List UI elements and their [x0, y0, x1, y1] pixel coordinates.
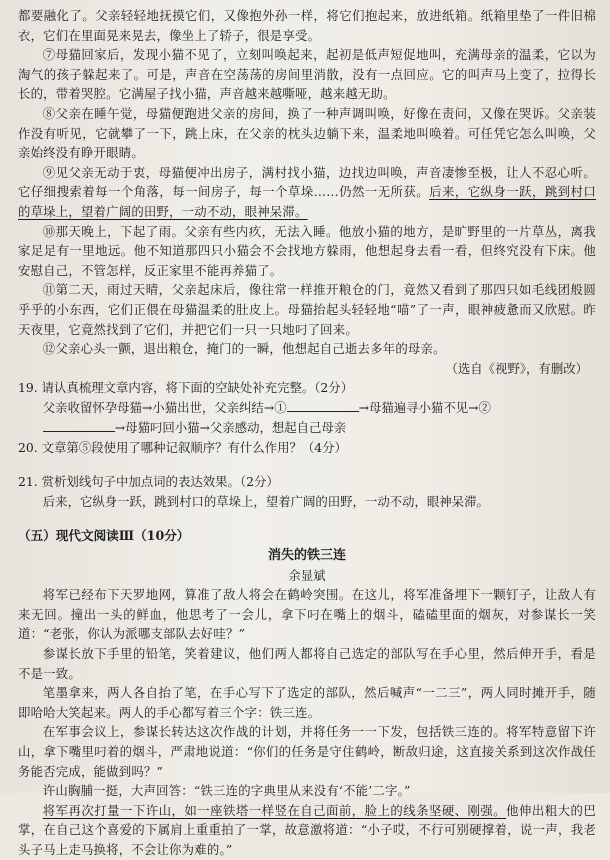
- story-title: 消失的铁三连: [267, 548, 346, 564]
- question-19-line-1: [18, 398, 596, 418]
- story2-paragraph-4: 在军事会议上，参谋长转达这次作战的计划，并将任务一一下发，包括铁三连的。将军特意留下许山，拿下嘴里叼着的烟斗，严肃地说道：“你们的任务是守住鹤岭，断敌归途，这直接关系到这次作战任务能否完成，能做到吗？”: [18, 724, 596, 779]
- story2-paragraph-2: 参谋长放下手里的铅笔，笑着建议，他们两人都将自己选定的部队写在手心里，然后伸开手，看是不是一致。: [18, 646, 596, 681]
- question-19-line-2: [18, 418, 596, 438]
- source-note: （选自《视野》，有删改）: [445, 360, 588, 376]
- story-paragraph-11: ⑪第二天，雨过天晴，父亲起床后，像往常一样推开粮仓的门，竟然又看到了那四只如毛线团般圆乎乎的小东西，它们正偎在母猫温柔的肚皮上。母猫抬起头轻轻地“喵”了一声，眼神疲惫而又欣慰。昨天夜里，它竟然找到了它们，并把它们一只一只地叼了回来。: [18, 282, 596, 337]
- paragraph-9-text: ⑨见父亲无动于衷，母猫便冲出房子，满村找小猫，边找边叫唤，声音凄惨至极，让人不忍心听。它仔细搜索着每一个角落，每一间房子，每一个草垛……仍然一无所获。: [18, 164, 596, 200]
- story-paragraph-7: ⑦母猫回家后，发现小猫不见了，立刻叫唤起来，起初是低声短促地叫，充满母亲的温柔，它以为淘气的孩子躲起来了。可是，声音在空荡荡的房间里消散，没有一点回应。它的叫声马上变了，拉得长长的，带着哭腔。它满屋子找小猫，声音越来越嘶哑，越来越无助。: [18, 47, 596, 102]
- paragraph-6-text: 他伸出粗大的巴掌，在自己这个喜爱的下属肩上重重拍了一掌，故意激将道：“小子哎，不行可别硬撑着，说一声，我老头子马上走马换将，不会让你为难的。”: [18, 802, 596, 857]
- story-paragraph-9: [18, 163, 596, 222]
- q19-text-c: →母猫叼回小猫→父亲感动，想起自己母亲: [114, 420, 347, 436]
- story2-paragraph-6: [18, 801, 596, 860]
- q19-text-b: →母猫遍寻小猫不见→②: [358, 400, 491, 416]
- story-paragraph-10: ⑩那天晚上，下起了雨。父亲有些内疚，无法入睡。他放小猫的地方，是旷野里的一片草丛，离我家足足有一里地远。他不知道那四只小猫会不会找地方躲雨，他想起身去看一看，但终究没有下床。他安慰自己，不管怎样，反正家里不能再养猫了。: [18, 223, 596, 278]
- story-paragraph-12: ⑫父亲心头一颤，退出粮仓，掩门的一瞬，他想起自己逝去多年的母亲。: [42, 341, 446, 357]
- underlined-sentence: 将军再次打量一下许山，如一座铁塔一样竖在自己面前，脸上的线条坚硬、刚强。: [42, 802, 507, 818]
- answer-space: [18, 512, 596, 526]
- question-21-sentence: 后来，它纵身一跃，跳到村口的草垛上，望着广阔的田野，一动不动，眼神呆滞。: [42, 494, 489, 510]
- q19-text-a: 父亲收留怀孕母猫→小猫出世，父亲纠结→①: [42, 400, 287, 416]
- underlined-sentence: 后来，它纵身一跃，跳到村口的草垛上，望着广阔的田野，一动不动，眼神呆滞。: [18, 184, 596, 219]
- story-paragraph-8: ⑧父亲在睡午觉，母猫便跑进父亲的房间，换了一种声调叫唤，好像在责问，又像在哭诉。父亲装作没有听见，它就攀了一下，跳上床，在父亲的枕头边躺下来，温柔地叫唤着。可任凭它怎么叫唤，父亲始终没有睁开眼睛。: [18, 105, 596, 161]
- question-19-stem: 19. 请认真梳理文章内容，将下面的空缺处补充完整。（2分）: [18, 380, 354, 396]
- answer-blank-2[interactable]: [43, 419, 115, 432]
- question-20-stem: 20. 文章第⑤段使用了哪种记叙顺序？有什么作用？（4分）: [18, 440, 347, 456]
- story-paragraph-continued: 都要融化了。父亲轻轻地抚摸它们，又像抱外孙一样，将它们抱起来，放进纸箱。纸箱里垫了一件旧棉衣，它们在里面晃来晃去，像坐上了轿子，很是享受。: [18, 8, 596, 43]
- answer-blank-1[interactable]: [287, 399, 359, 412]
- story-author: 余显斌: [288, 568, 326, 584]
- question-21-stem: 21. 赏析划线句子中加点词的表达效果。（2分）: [18, 474, 279, 490]
- story2-paragraph-3: 笔墨拿来，两人各自抬了笔，在手心写下了选定的部队，然后喊声“一二三”，两人同时摊开手，随即哈哈大笑起来。两人的手心都写着三个字：铁三连。: [18, 685, 596, 720]
- story2-paragraph-5: 许山胸脯一挺，大声回答：“铁三连的字典里从来没有‘不能’二字。”: [42, 783, 411, 799]
- story2-paragraph-1: 将军已经布下天罗地网，算准了敌人将会在鹤岭突围。在这儿，将军准备埋下一颗钉子，让敌人有来无回。撞出一头的鲜血，他思考了一会儿，拿下叼在嘴上的烟斗，磕磕里面的烟灰，对参谋长一笑道：“老张，你认为派哪支部队去好哇？”: [18, 587, 596, 642]
- answer-space: [18, 458, 596, 472]
- section-heading: （五）现代文阅读Ⅲ（10分）: [18, 528, 190, 544]
